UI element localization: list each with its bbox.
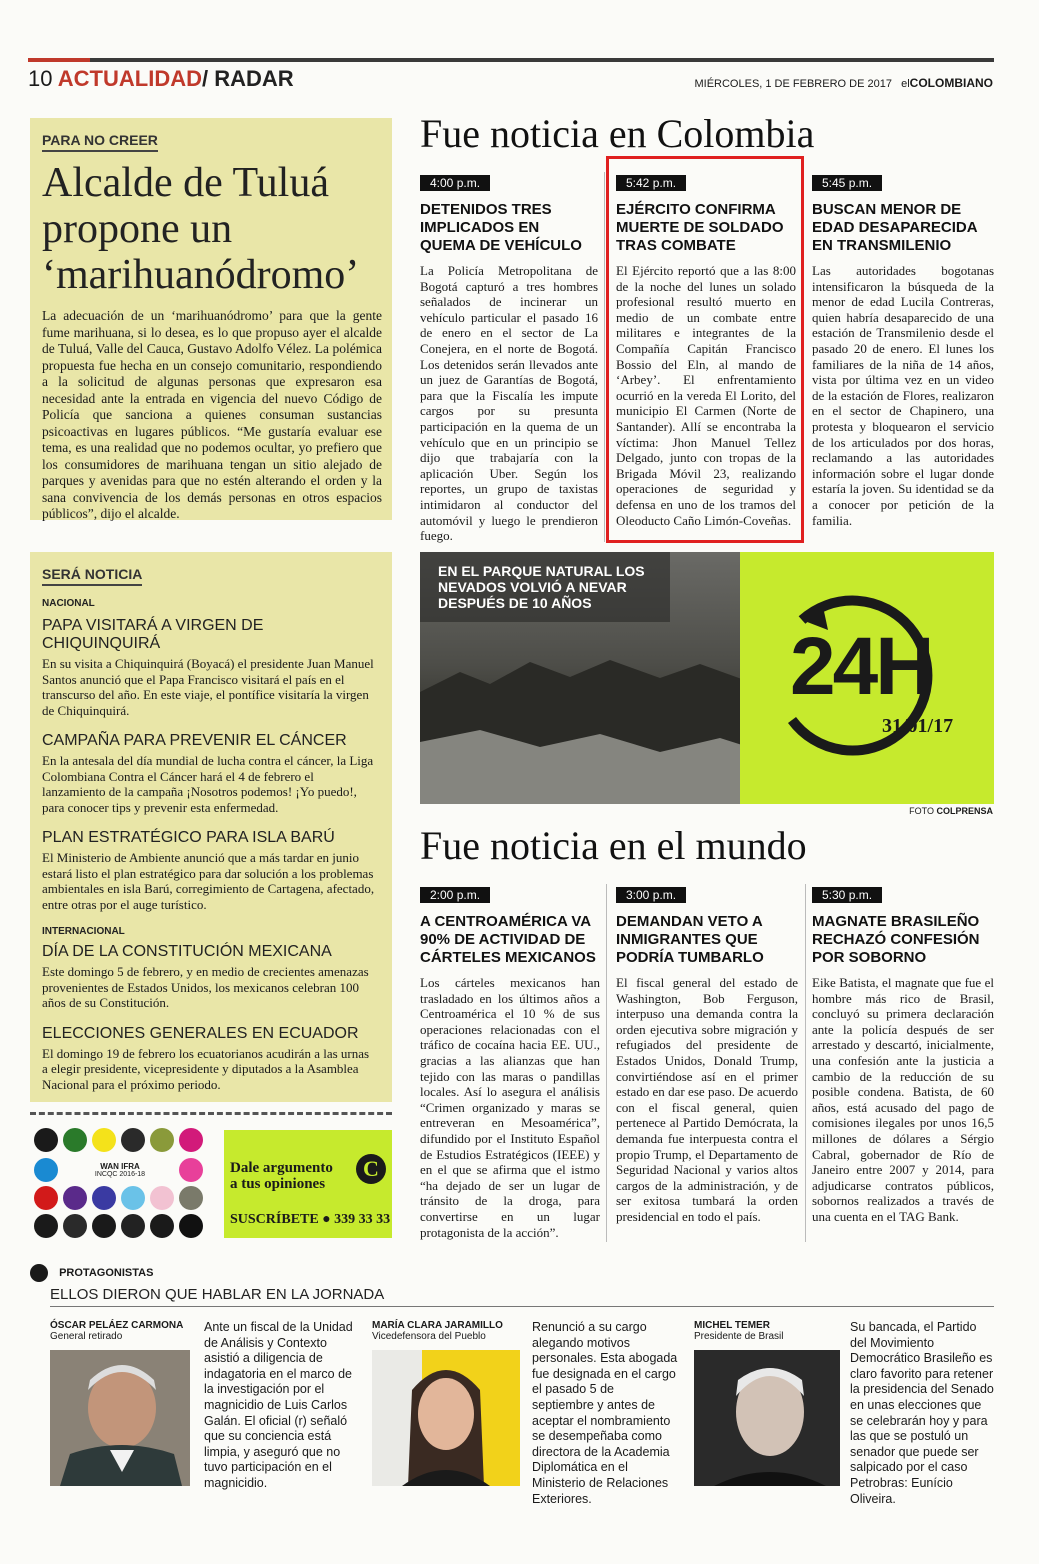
news-body: La Policía Metropolitana de Bogotá capturó a tres hombres señalados de incinerar un vehículo particular el pasado 16 de enero en el sector de La Conejera, en el norte de Bogotá. Los detenidos serán llevados ante un juez de Garantías de Bogotá, para que la Fiscalía les impute cargos por su presunta participación en la quema de un vehículo que en un principio se dijo que trabajaría con la aplicación Uber. Según los reportes, un grupo de taxistas intimidaron al conductor del automóvil y luego le prendieron fuego. bbox=[420, 263, 598, 544]
news-body: Las autoridades bogotanas intensificaron la búsqueda de la menor de edad Lucila Contreras, quien habría desaparecido de una estación de Transmilenio desde el pasado 20 de enero. El lunes los familiares de la niña de 14 años, vista por última vez en un video de la estación de Flores, realizaron en el sector de Chapinero, una protesta y bloquearon el servicio de los articulados por dos horas, reclamando a las autoridades información sobre el lugar donde estaría la joven. Su identidad se da a conocer por petición de la familia. bbox=[812, 263, 994, 528]
badge-date: 31/01/17 bbox=[882, 715, 954, 737]
time-badge: 2:00 p.m. bbox=[420, 887, 490, 903]
person-role: Presidente de Brasil bbox=[694, 1331, 784, 1342]
column-divider bbox=[805, 884, 806, 1242]
subscription-ad[interactable] bbox=[224, 1130, 392, 1238]
protagonistas-subtitle: ELLOS DIERON QUE HABLAR EN LA JORNADA bbox=[50, 1286, 385, 1303]
photo-credit: FOTO COLPRENSA bbox=[909, 806, 993, 816]
subtitle-rule bbox=[50, 1306, 994, 1307]
section-tag: PROTAGONISTAS bbox=[59, 1266, 154, 1279]
subscribe-cta[interactable]: SUSCRÍBETE ● 339 33 33 bbox=[230, 1212, 391, 1227]
person-text: Renunció a su cargo alegando motivos personales. Esta abogada fue designada en el cargo el pasado 5 de septiembre y antes de aceptar el nombramiento se desempeñaba como directora de la Academia Diplomática en el Ministerio de Relaciones Exteriores. bbox=[532, 1320, 678, 1506]
news-column bbox=[616, 172, 796, 528]
column-divider bbox=[606, 884, 607, 1242]
category-label: INTERNACIONAL bbox=[42, 926, 125, 937]
feature-headline: Alcalde de Tuluá propone un ‘marihuanódromo’ bbox=[42, 160, 360, 298]
column-divider bbox=[604, 172, 605, 542]
person-text: Su bancada, el Partido del Movimiento Democrático Brasileño es claro favorito para retener la presidencia del Senado en unas elecciones que se celebrarán hoy y para las que se postuló un senador que puede ser salpicado por el caso Petrobras: Eunício Oliveira. bbox=[850, 1320, 994, 1506]
time-badge: 5:30 p.m. bbox=[812, 887, 882, 903]
top-rule bbox=[28, 58, 994, 62]
news-column bbox=[812, 884, 994, 1225]
news-body: El Ejército reportó que a las 8:00 de la noche del lunes un solado profesional resultó muerto en medio de un combate entre militares e integrantes de la Compañía Capitán Francisco Bossio del Eln, al mando de ‘Arbey’. El enfrentamiento ocurrió en la vereda El Lorito, del municipio El Carmen (Norte de Santander). Allí se encontraba la víctima: Jhon Manuel Tellez Delgado, junto con tropas de la Brigada Móvil 23, realizando operaciones de seguridad y defensa en uno de los tramos del Oleoducto Caño Limón-Coveñas. bbox=[616, 263, 796, 528]
phone-number: 339 33 33 bbox=[334, 1212, 391, 1227]
protagonist-card bbox=[372, 1320, 526, 1342]
person-name: MARÍA CLARA JARAMILLO bbox=[372, 1320, 503, 1331]
news-headline: BUSCAN MENOR DE EDAD DESAPARECIDA EN TRANSMILENIO bbox=[812, 201, 978, 254]
item-headline: ELECCIONES GENERALES EN ECUADOR bbox=[42, 1024, 359, 1042]
news-body: Los cárteles mexicanos han trasladado en los últimos años a Centroamérica el 10 % de sus operaciones relacionadas con el tráfico de cocaína hacia EE. UU., gracias a las alianzas que han tejido con las maras o pandillas locales. Así lo asegura el análisis “Crimen organizado y maras se entreveran en Mesoamérica”, difundido por el Instituto Español de Estudios Estratégicos (IEEE) y en el que se afirma que el istmo “ha dejado de ser un lugar de tránsito de la droga, para convertirse en un lugar protagonista de la acción”. bbox=[420, 975, 600, 1240]
person-role: General retirado bbox=[50, 1331, 123, 1342]
feature-body: La adecuación de un ‘marihuanódromo’ para que la gente fume marihuana, si lo desea, es lo que propuso ayer el alcalde de Tuluá, Valle del Cauca, Gustavo Adolfo Vélez. La polémica propuesta fue hecha en un consejo comunitario, respondiendo a la solicitud de algunas personas que expresaron esa necesidad ante la entrada en vigencia del nuevo Código de Policía que sanciona a quienes consuman sustancias psicoactivas en lugares públicos. “Me gustaría evaluar ese tema, es una realidad que no podemos ocultar, yo prefiero que los consumidores de marihuana tengan un sitio alejado de parques y avenidas para que no estén alterando el orden y la sana convivencia de los demás personas en otros espacios públicos”, dijo el alcalde. bbox=[42, 308, 382, 521]
page-header: 10 ACTUALIDAD/ RADAR bbox=[28, 66, 294, 91]
news-column bbox=[420, 172, 598, 544]
time-badge: 3:00 p.m. bbox=[616, 887, 686, 903]
news-headline: EJÉRCITO CONFIRMA MUERTE DE SOLDADO TRAS COMBATE bbox=[616, 201, 784, 254]
item-headline: PLAN ESTRATÉGICO PARA ISLA BARÚ bbox=[42, 829, 335, 846]
item-text: Este domingo 5 de febrero, y en medio de crecientes amenazas provenientes de Estados Unidos, los mexicanos celebran 100 años de su Constitución. bbox=[42, 964, 369, 1010]
person-name: MICHEL TEMER bbox=[694, 1320, 770, 1331]
dashed-divider bbox=[30, 1112, 392, 1115]
colombia-section-title: Fue noticia en Colombia bbox=[420, 111, 815, 156]
section-tag: PARA NO CREER bbox=[42, 132, 158, 152]
dateline: MIÉRCOLES, 1 DE FEBRERO DE 2017 elCOLOMBIANO bbox=[694, 76, 993, 90]
news-headline: DETENIDOS TRES IMPLICADOS EN QUEMA DE VEHÍCULO bbox=[420, 201, 582, 254]
item-text: En su visita a Chiquinquirá (Boyacá) el presidente Juan Manuel Santos anunció que el Papa Francisco visitará el país en el transcurso del año. En este viaje, el pontífice visitaría la virgen de Chiquinquirá. bbox=[42, 656, 374, 718]
photo-caption: EN EL PARQUE NATURAL LOS NEVADOS VOLVIÓ A NEVAR DESPUÉS DE 10 AÑOS bbox=[438, 563, 645, 611]
news-headline: A CENTROAMÉRICA VA 90% DE ACTIVIDAD DE CÁRTELES MEXICANOS bbox=[420, 913, 596, 966]
news-body: El fiscal general del estado de Washington, Bob Ferguson, interpuso una demanda contra la orden ejecutiva sobre migración y refugiados del presidente de Estados Unidos, Donald Trump, convirtiéndose así en el primer estado en dar ese paso. De acuerdo con el fiscal general, quien pertenece al Partido Demócrata, la demanda fue interpuesta contra el propio Trump, el Departamento de Seguridad Nacional y varios altos cargos de la administración, y de ser exitosa tumbará la orden presidencial en todo el país. bbox=[616, 975, 798, 1224]
news-column bbox=[812, 172, 994, 528]
time-badge: 5:45 p.m. bbox=[812, 175, 882, 191]
protagonistas-header bbox=[30, 1262, 994, 1282]
portrait-photo bbox=[372, 1350, 520, 1486]
protagonist-card bbox=[50, 1320, 200, 1342]
item-text: En la antesala del día mundial de lucha contra el cáncer, la Liga Colombiana Contra el Cáncer hará el 4 de febrero el lanzamiento de la campaña ¡Nosotros podemos! ¡Yo puedo!, para conocer tips y prevenir esta enfermedad. bbox=[42, 753, 374, 815]
section-tag: SERÁ NOTICIA bbox=[42, 566, 142, 586]
news-body: Eike Batista, el magnate que fue el hombre más rico de Brasil, concluyó su primera declaración ante la policía después de ser arrestado y descartó, inicialmente, una confesión ante la justicia a cambio de la reducción de su posible condena. Batista, de 60 años, está acusado del pago de comisiones ilegales por unos 16,5 millones de dólares a Sérgio Cabral, gobernador de Río de Janeiro entre 2007 y 2014, para adjudicarse contratos públicos, sobornos realizados a través de una cuenta en el TAG Bank. bbox=[812, 975, 994, 1224]
color-test-chart bbox=[30, 1122, 210, 1242]
news-column bbox=[420, 884, 600, 1240]
time-badge: 4:00 p.m. bbox=[420, 175, 490, 191]
portrait-photo bbox=[694, 1350, 840, 1486]
mundo-section-title: Fue noticia en el mundo bbox=[420, 823, 807, 868]
news-headline: MAGNATE BRASILEÑO RECHAZÓ CONFESIÓN POR SOBORNO bbox=[812, 913, 980, 966]
person-name: ÓSCAR PELÁEZ CARMONA bbox=[50, 1320, 184, 1331]
news-column bbox=[616, 884, 798, 1225]
category-label: NACIONAL bbox=[42, 598, 95, 609]
time-badge: 5:42 p.m. bbox=[616, 175, 686, 191]
item-text: El domingo 19 de febrero los ecuatorianos acudirán a las urnas a elegir presidente, vicepresidente y diputados a la Asamblea Nacional para el próximo periodo. bbox=[42, 1045, 370, 1092]
section-name: ACTUALIDAD bbox=[57, 66, 202, 91]
item-text: El Ministerio de Ambiente anunció que a más tardar en junio estará listo el plan estratégico para dar solución a los problemas ambientales en isla Barú, corregimiento de Cartagena, afectado, entre otras por el auge turístico. bbox=[42, 850, 375, 912]
news-headline: DEMANDAN VETO A INMIGRANTES QUE PODRÍA TUMBARLO bbox=[616, 913, 764, 966]
person-icon bbox=[30, 1264, 48, 1282]
newspaper-brand: COLOMBIANO bbox=[909, 76, 993, 90]
issue-date: MIÉRCOLES, 1 DE FEBRERO DE 2017 bbox=[694, 78, 892, 90]
person-role: Vicedefensora del Pueblo bbox=[372, 1331, 486, 1342]
item-headline: PAPA VISITARÁ A VIRGEN DE CHIQUINQUIRÁ bbox=[42, 617, 264, 652]
item-headline: CAMPAÑA PARA PREVENIR EL CÁNCER bbox=[42, 732, 347, 749]
page-number: 10 bbox=[28, 66, 53, 91]
sera-noticia-list bbox=[42, 598, 376, 1092]
ad-headline: Dale argumento a tus opiniones bbox=[230, 1160, 333, 1192]
person-text: Ante un fiscal de la Unidad de Análisis y Contexto asistió a diligencia de indagatoria en el marco de la investigación por el magnicidio de Luis Carlos Galán. El oficial (r) señaló que su conciencia está limpia, y aseguró que no tuvo participación en el magnicidio. bbox=[204, 1320, 353, 1490]
badge-24h: 24H bbox=[790, 621, 932, 712]
wan-ifra-logo: WAN IFRA INCQC 2016-18 bbox=[94, 1162, 146, 1178]
portrait-photo bbox=[50, 1350, 190, 1486]
brand-logo: C bbox=[356, 1154, 386, 1184]
protagonist-card bbox=[694, 1320, 844, 1342]
item-headline: DÍA DE LA CONSTITUCIÓN MEXICANA bbox=[42, 943, 332, 960]
subsection-name: RADAR bbox=[214, 66, 294, 91]
